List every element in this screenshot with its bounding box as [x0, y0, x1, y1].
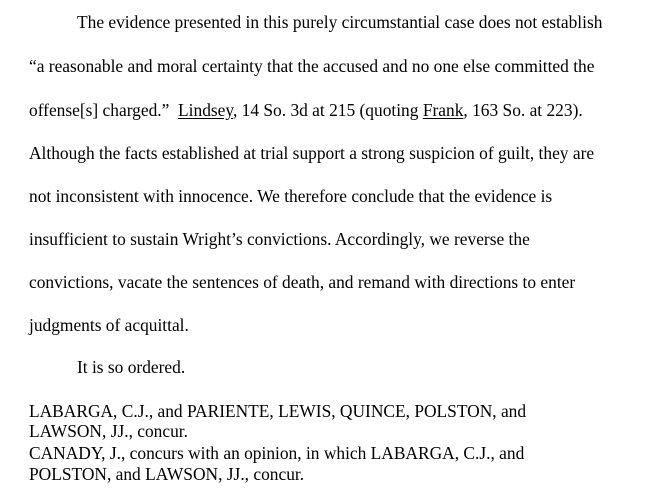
line-3-prefix: offense[s] charged.” [29, 100, 179, 120]
paragraph-1-line-8: judgments of acquittal. [29, 315, 189, 335]
line-3-middle: , 14 So. 3d at 215 (quoting [232, 100, 423, 120]
paragraph-1-line-6: insufficient to sustain Wright’s convictions. Accordingly, we reverse the [29, 229, 530, 249]
paragraph-1-line-4: Although the facts established at trial support a strong suspicion of guilt, they are [29, 143, 595, 163]
citation-lindsey: Lindsey [178, 100, 233, 120]
paragraph-1-line-7: convictions, vacate the sentences of death, and remand with directions to enter [29, 272, 576, 292]
concurrence-line-1: LABARGA, C.J., and PARIENTE, LEWIS, QUINCE, POLSTON, and [29, 401, 527, 421]
paragraph-1-line-2: “a reasonable and moral certainty that the accused and no one else committed the [29, 56, 595, 76]
paragraph-1-line-5: not inconsistent with innocence. We therefore conclude that the evidence is [29, 186, 553, 206]
paragraph-1-line-1: The evidence presented in this purely circumstantial case does not establish [77, 12, 603, 32]
citation-frank: Frank [422, 100, 464, 120]
paragraph-1-line-3 [29, 100, 583, 120]
order-statement: It is so ordered. [77, 357, 186, 377]
line-3-suffix: , 163 So. at 223). [463, 100, 583, 120]
concurrence-line-3: CANADY, J., concurs with an opinion, in which LABARGA, C.J., and [29, 443, 525, 463]
concurrence-line-2: LAWSON, JJ., concur. [29, 421, 188, 441]
concurrence-line-4: POLSTON, and LAWSON, JJ., concur. [29, 464, 305, 484]
